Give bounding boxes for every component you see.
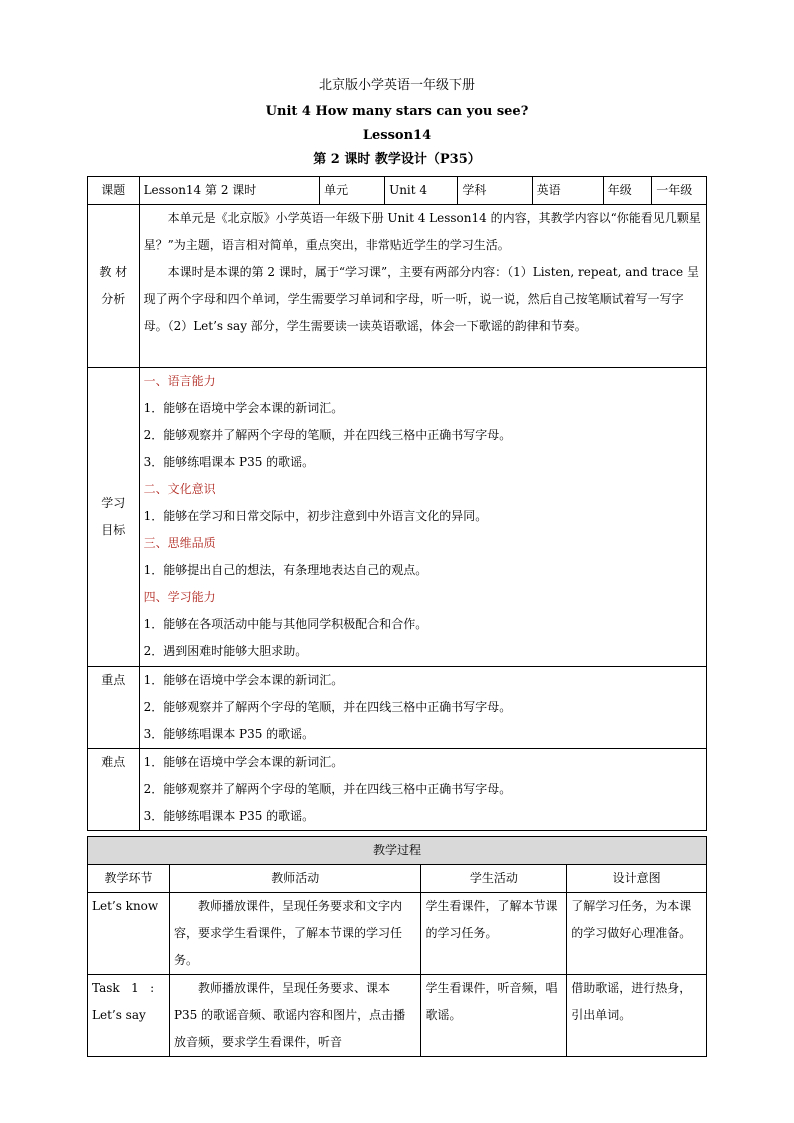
topic-value: Lesson14 第 2 课时 [139, 177, 320, 205]
subject-value: 英语 [532, 177, 603, 205]
info-row-goals [88, 368, 707, 667]
teacher-activity-cell [169, 893, 421, 975]
difficulty-label: 难点 [88, 749, 140, 831]
material-content [139, 205, 706, 368]
process-row-lets-know [88, 893, 707, 975]
material-label: 教 材 分析 [88, 205, 140, 368]
unit-value: Unit 4 [385, 177, 458, 205]
goal-item: 1．能够在学习和日常交际中，初步注意到中外语言文化的异同。 [143, 509, 488, 523]
difficulty-item: 1．能够在语境中学会本课的新词汇。 [143, 755, 344, 769]
material-paragraph-1: 本单元是《北京版》小学英语一年级下册 Unit 4 Lesson14 的内容，其教学内容以“你能看见几颗星星？”为主题，语言相对简单，重点突出，非常贴近学生的学习生活。 [143, 211, 701, 252]
col-student-header: 学生活动 [421, 865, 567, 893]
design-intent-cell: 借助歌谣，进行热身，引出单词。 [567, 975, 707, 1057]
subject-label: 学科 [458, 177, 532, 205]
key-content [139, 667, 706, 749]
stage-line-2: Let’s say [92, 1008, 146, 1022]
key-item: 1．能够在语境中学会本课的新词汇。 [143, 673, 344, 687]
design-intent-cell: 了解学习任务，为本课的学习做好心理准备。 [567, 893, 707, 975]
difficulty-item: 2．能够观察并了解两个字母的笔顺，并在四线三格中正确书写字母。 [143, 782, 512, 796]
goals-heading-learning: 四、学习能力 [143, 590, 216, 604]
goals-content [139, 368, 706, 667]
info-row-material [88, 205, 707, 368]
doc-title-lesson: Lesson14 [362, 128, 432, 143]
process-header-row [88, 865, 707, 893]
goal-item: 1．能够在语境中学会本课的新词汇。 [143, 401, 344, 415]
process-table [87, 836, 707, 1057]
unit-label: 单元 [320, 177, 385, 205]
material-paragraph-2: 本课时是本课的第 2 课时，属于“学习课”，主要有两部分内容：（1）Listen, repeat, and trace 呈现了两个字母和四个单词，学生需要学习单词和字母，听一听，说一说，然后自己按笔顺试着写一写字母。（2）Let’s say 部分，学生需要读一读英语歌谣，体会一下歌谣的韵律和节奏。 [143, 265, 699, 333]
difficulty-content [139, 749, 706, 831]
info-table [87, 176, 707, 831]
stage-cell [88, 975, 170, 1057]
col-stage-header: 教学环节 [88, 865, 170, 893]
goal-item: 1．能够在各项活动中能与其他同学积极配合和合作。 [143, 617, 428, 631]
doc-title-period: 第 2 课时 教学设计（P35） [313, 152, 481, 167]
goals-heading-culture: 二、文化意识 [143, 482, 216, 496]
process-title: 教学过程 [88, 837, 707, 865]
teacher-activity-text: 教师播放课件，呈现任务要求和文字内容，要求学生看课件，了解本节课的学习任务。 [173, 899, 402, 967]
stage-cell: Let’s know [88, 893, 170, 975]
goal-item: 2．能够观察并了解两个字母的笔顺，并在四线三格中正确书写字母。 [143, 428, 512, 442]
key-item: 3．能够练唱课本 P35 的歌谣。 [143, 727, 315, 741]
student-activity-cell: 学生看课件，听音频，唱歌谣。 [421, 975, 567, 1057]
info-row-topic [88, 177, 707, 205]
col-intent-header: 设计意图 [567, 865, 707, 893]
student-activity-cell: 学生看课件，了解本节课的学习任务。 [421, 893, 567, 975]
key-item: 2．能够观察并了解两个字母的笔顺，并在四线三格中正确书写字母。 [143, 700, 512, 714]
process-row-task1 [88, 975, 707, 1057]
goals-label: 学习 目标 [88, 368, 140, 667]
info-row-difficulty [88, 749, 707, 831]
goal-item: 2．遇到困难时能够大胆求助。 [143, 644, 308, 658]
teacher-activity-text: 教师播放课件，呈现任务要求、课本 P35 的歌谣音频、歌谣内容和图片，点击播放音频，要求学生看课件，听音 [173, 981, 406, 1049]
goals-heading-thinking: 三、思维品质 [143, 536, 216, 550]
topic-label: 课题 [88, 177, 140, 205]
difficulty-item: 3．能够练唱课本 P35 的歌谣。 [143, 809, 315, 823]
info-row-key [88, 667, 707, 749]
goal-item: 1．能够提出自己的想法，有条理地表达自己的观点。 [143, 563, 428, 577]
col-teacher-header: 教师活动 [169, 865, 421, 893]
grade-value: 一年级 [652, 177, 707, 205]
doc-title-unit: Unit 4 How many stars can you see? [265, 104, 529, 119]
grade-label: 年级 [603, 177, 651, 205]
goal-item: 3．能够练唱课本 P35 的歌谣。 [143, 455, 315, 469]
stage-line-1: Task 1 : [92, 981, 155, 995]
key-label: 重点 [88, 667, 140, 749]
goals-heading-language: 一、语言能力 [143, 374, 216, 388]
teacher-activity-cell [169, 975, 421, 1057]
doc-title-line1: 北京版小学英语一年级下册 [318, 78, 475, 93]
